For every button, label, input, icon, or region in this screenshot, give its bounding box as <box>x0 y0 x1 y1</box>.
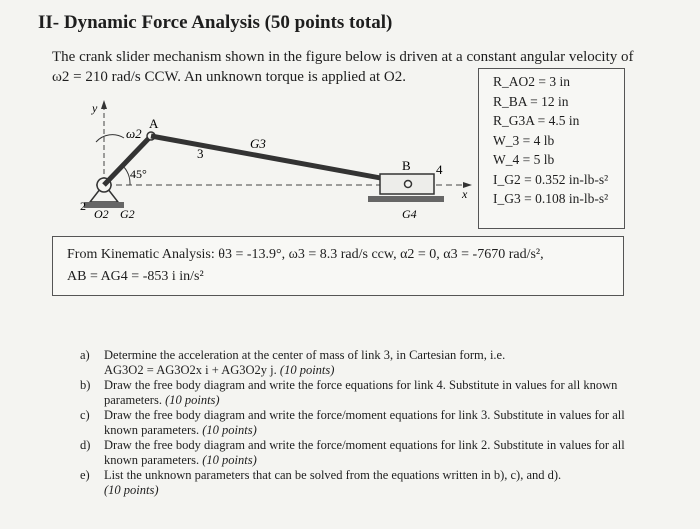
param-w3: W_3 = 4 lb <box>493 132 555 148</box>
kinematic-results-box <box>52 236 624 296</box>
link-3 <box>151 136 408 183</box>
angle-arc <box>123 166 130 185</box>
mechanism-figure <box>60 98 490 233</box>
point-a-label: A <box>149 116 159 131</box>
question-text: Draw the free body diagram and write the force/moment equations for link 3. Substitute in values for all known parameters. <box>104 408 625 437</box>
param-r-ao2: R_AO2 = 3 in <box>493 74 570 89</box>
x-axis-label: x <box>462 187 468 201</box>
link-3-label: 3 <box>197 146 204 161</box>
question-points: (10 points) <box>165 392 220 407</box>
question-b <box>80 378 660 407</box>
question-label: d) <box>80 438 91 452</box>
question-text: List the unknown parameters that can be solved from the equations written in b), c), and d). <box>104 468 562 482</box>
question-points: (10 points) <box>279 362 335 377</box>
g2-label: G2 <box>120 207 135 221</box>
question-e <box>80 468 660 497</box>
question-list <box>80 348 660 498</box>
link-2-label: 2 <box>80 199 86 213</box>
slider-ground <box>368 196 444 202</box>
point-b-label: B <box>402 158 411 173</box>
parameters-box <box>478 68 625 229</box>
g3-label: G3 <box>250 136 266 151</box>
g4-label: G4 <box>402 207 417 221</box>
kinematic-line-1: From Kinematic Analysis: θ3 = -13.9°, ω3 = 8.3 rad/s ccw, α2 = 0, α3 = -7670 rad/s², <box>67 247 544 262</box>
intro-line-1: The crank slider mechanism shown in the figure below is driven at a constant angular velocity of <box>52 49 634 65</box>
question-text: Determine the acceleration at the center of mass of link 3, in Cartesian form, i.e. <box>104 348 506 362</box>
o2-label: O2 <box>94 207 109 221</box>
param-w4: W_4 = 5 lb <box>493 152 555 167</box>
question-text: Draw the free body diagram and write the force equations for link 4. Substitute in values for all known parameters. <box>104 378 618 407</box>
question-label: c) <box>80 408 90 422</box>
param-r-g3a: R_G3A = 4.5 in <box>493 113 580 128</box>
omega2-label: ω2 <box>126 126 142 141</box>
param-i-g2: I_G2 = 0.352 in-lb-s² <box>493 171 609 187</box>
question-points: (10 points) <box>202 452 257 467</box>
intro-line-2: ω2 = 210 rad/s CCW. An unknown torque is applied at O2. <box>52 69 407 85</box>
kinematic-line-2: AB = AG4 = -853 i in/s² <box>67 269 204 284</box>
y-axis-label: y <box>92 101 98 115</box>
question-a <box>80 348 660 377</box>
link-4-label: 4 <box>436 162 443 177</box>
omega-arrow <box>96 135 124 142</box>
question-formula: AG3O2 = AG3O2x i + AG3O2y j. <box>104 362 277 377</box>
y-axis-arrow <box>101 100 107 109</box>
param-r-ba: R_BA = 12 in <box>493 93 569 109</box>
angle-label: 45° <box>130 167 147 181</box>
pin-b <box>405 181 412 188</box>
question-points: (10 points) <box>202 422 257 437</box>
question-d <box>80 438 660 467</box>
question-label: a) <box>80 348 90 362</box>
section-title: II- Dynamic Force Analysis (50 points total) <box>38 12 393 33</box>
question-c <box>80 408 660 437</box>
param-i-g3: I_G3 = 0.108 in-lb-s² <box>493 191 609 206</box>
question-label: e) <box>80 468 90 482</box>
question-points: (10 points) <box>104 482 159 497</box>
question-label: b) <box>80 378 91 392</box>
question-text: Draw the free body diagram and write the force/moment equations for link 2. Substitute in values for all known parameters. <box>104 438 625 467</box>
